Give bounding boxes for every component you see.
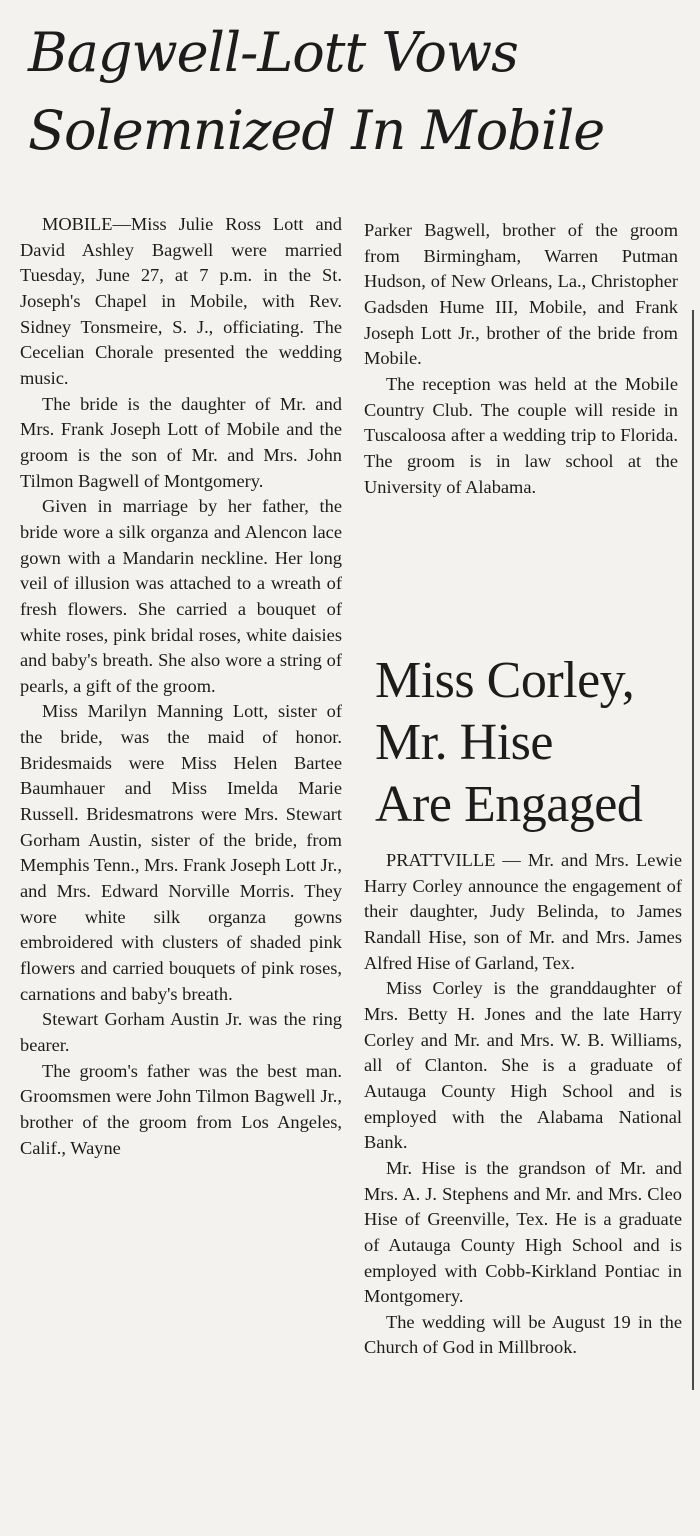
headline-line-1: Bagwell-Lott Vows: [28, 21, 518, 84]
article-paragraph: The bride is the daughter of Mr. and Mrs. Frank Joseph Lott of Mobile and the groom is the son of Mr. and Mrs. John Tilmon Bagwell of Montgomery.: [20, 393, 342, 491]
article-paragraph: Stewart Gorham Austin Jr. was the ring bearer.: [20, 1009, 342, 1055]
engagement-column: [364, 848, 682, 1361]
headline-line-2: Mr. Hise: [375, 714, 553, 771]
headline-line-2: Solemnized In Mobile: [28, 99, 605, 162]
article-paragraph: The reception was held at the Mobile Country Club. The couple will reside in Tuscaloosa after a wedding trip to Florida. The groom is in law school at the University of Alabama.: [364, 373, 678, 497]
article-paragraph-continued: Parker Bagwell, brother of the groom from Birmingham, Warren Putman Hudson, of New Orleans, La., Christopher Gadsden Hume III, Mobile, and Frank Joseph Lott Jr., brother of the bride from Mobile.: [364, 220, 678, 369]
article-column-2: [364, 218, 678, 500]
article-column-1: [20, 212, 342, 1161]
article-paragraph: PRATTVILLE — Mr. and Mrs. Lewie Harry Corley announce the engagement of their daughter, Judy Belinda, to James Randall Hise, son of Mr. and Mrs. James Alfred Hise of Garland, Tex.: [364, 850, 682, 973]
column-rule: [692, 310, 694, 1390]
headline-line-1: Miss Corley,: [375, 652, 635, 709]
article-paragraph: Miss Corley is the granddaughter of Mrs. Betty H. Jones and the late Harry Corley and Mr. and Mrs. W. B. Williams, all of Clanton. She is a graduate of Autauga County High School and is employed with the Alabama National Bank.: [364, 978, 682, 1153]
engagement-headline: [375, 650, 685, 836]
article-paragraph: The wedding will be August 19 in the Church of God in Millbrook.: [364, 1311, 682, 1358]
article-paragraph: Miss Marilyn Manning Lott, sister of the bride, was the maid of honor. Bridesmaids were Miss Helen Bartee Baumhauer and Miss Imelda Marie Russell. Bridesmatrons were Mrs. Stewart Gorham Austin, sister of the bride, from Memphis Tenn., Mrs. Frank Joseph Lott Jr., and Mrs. Edward Norville Morris. They wore white silk organza gowns embroidered with clusters of shaded pink flowers and carried bouquets of pink roses, carnations and baby's breath.: [20, 701, 342, 1004]
article-paragraph: Given in marriage by her father, the bride wore a silk organza and Alencon lace gown with a Mandarin neckline. Her long veil of illusion was attached to a wreath of fresh flowers. She carried a bouquet of white roses, pink bridal roses, white daisies and baby's breath. She also wore a string of pearls, a gift of the groom.: [20, 496, 342, 696]
article-headline: [28, 14, 688, 170]
article-paragraph: MOBILE—Miss Julie Ross Lott and David Ashley Bagwell were married Tuesday, June 27, at 7 p.m. in the St. Joseph's Chapel in Mobile, with Rev. Sidney Tonsmeire, S. J., officiating. The Cecelian Chorale presented the wedding music.: [20, 214, 342, 388]
headline-line-3: Are Engaged: [375, 776, 643, 833]
article-paragraph: The groom's father was the best man. Groomsmen were John Tilmon Bagwell Jr., brother of the groom from Los Angeles, Calif., Wayne: [20, 1060, 342, 1158]
article-paragraph: Mr. Hise is the grandson of Mr. and Mrs. A. J. Stephens and Mr. and Mrs. Cleo Hise of Greenville, Tex. He is a graduate of Autauga County High School and is employed with Cobb-Kirkland Pontiac in Montgomery.: [364, 1157, 682, 1307]
